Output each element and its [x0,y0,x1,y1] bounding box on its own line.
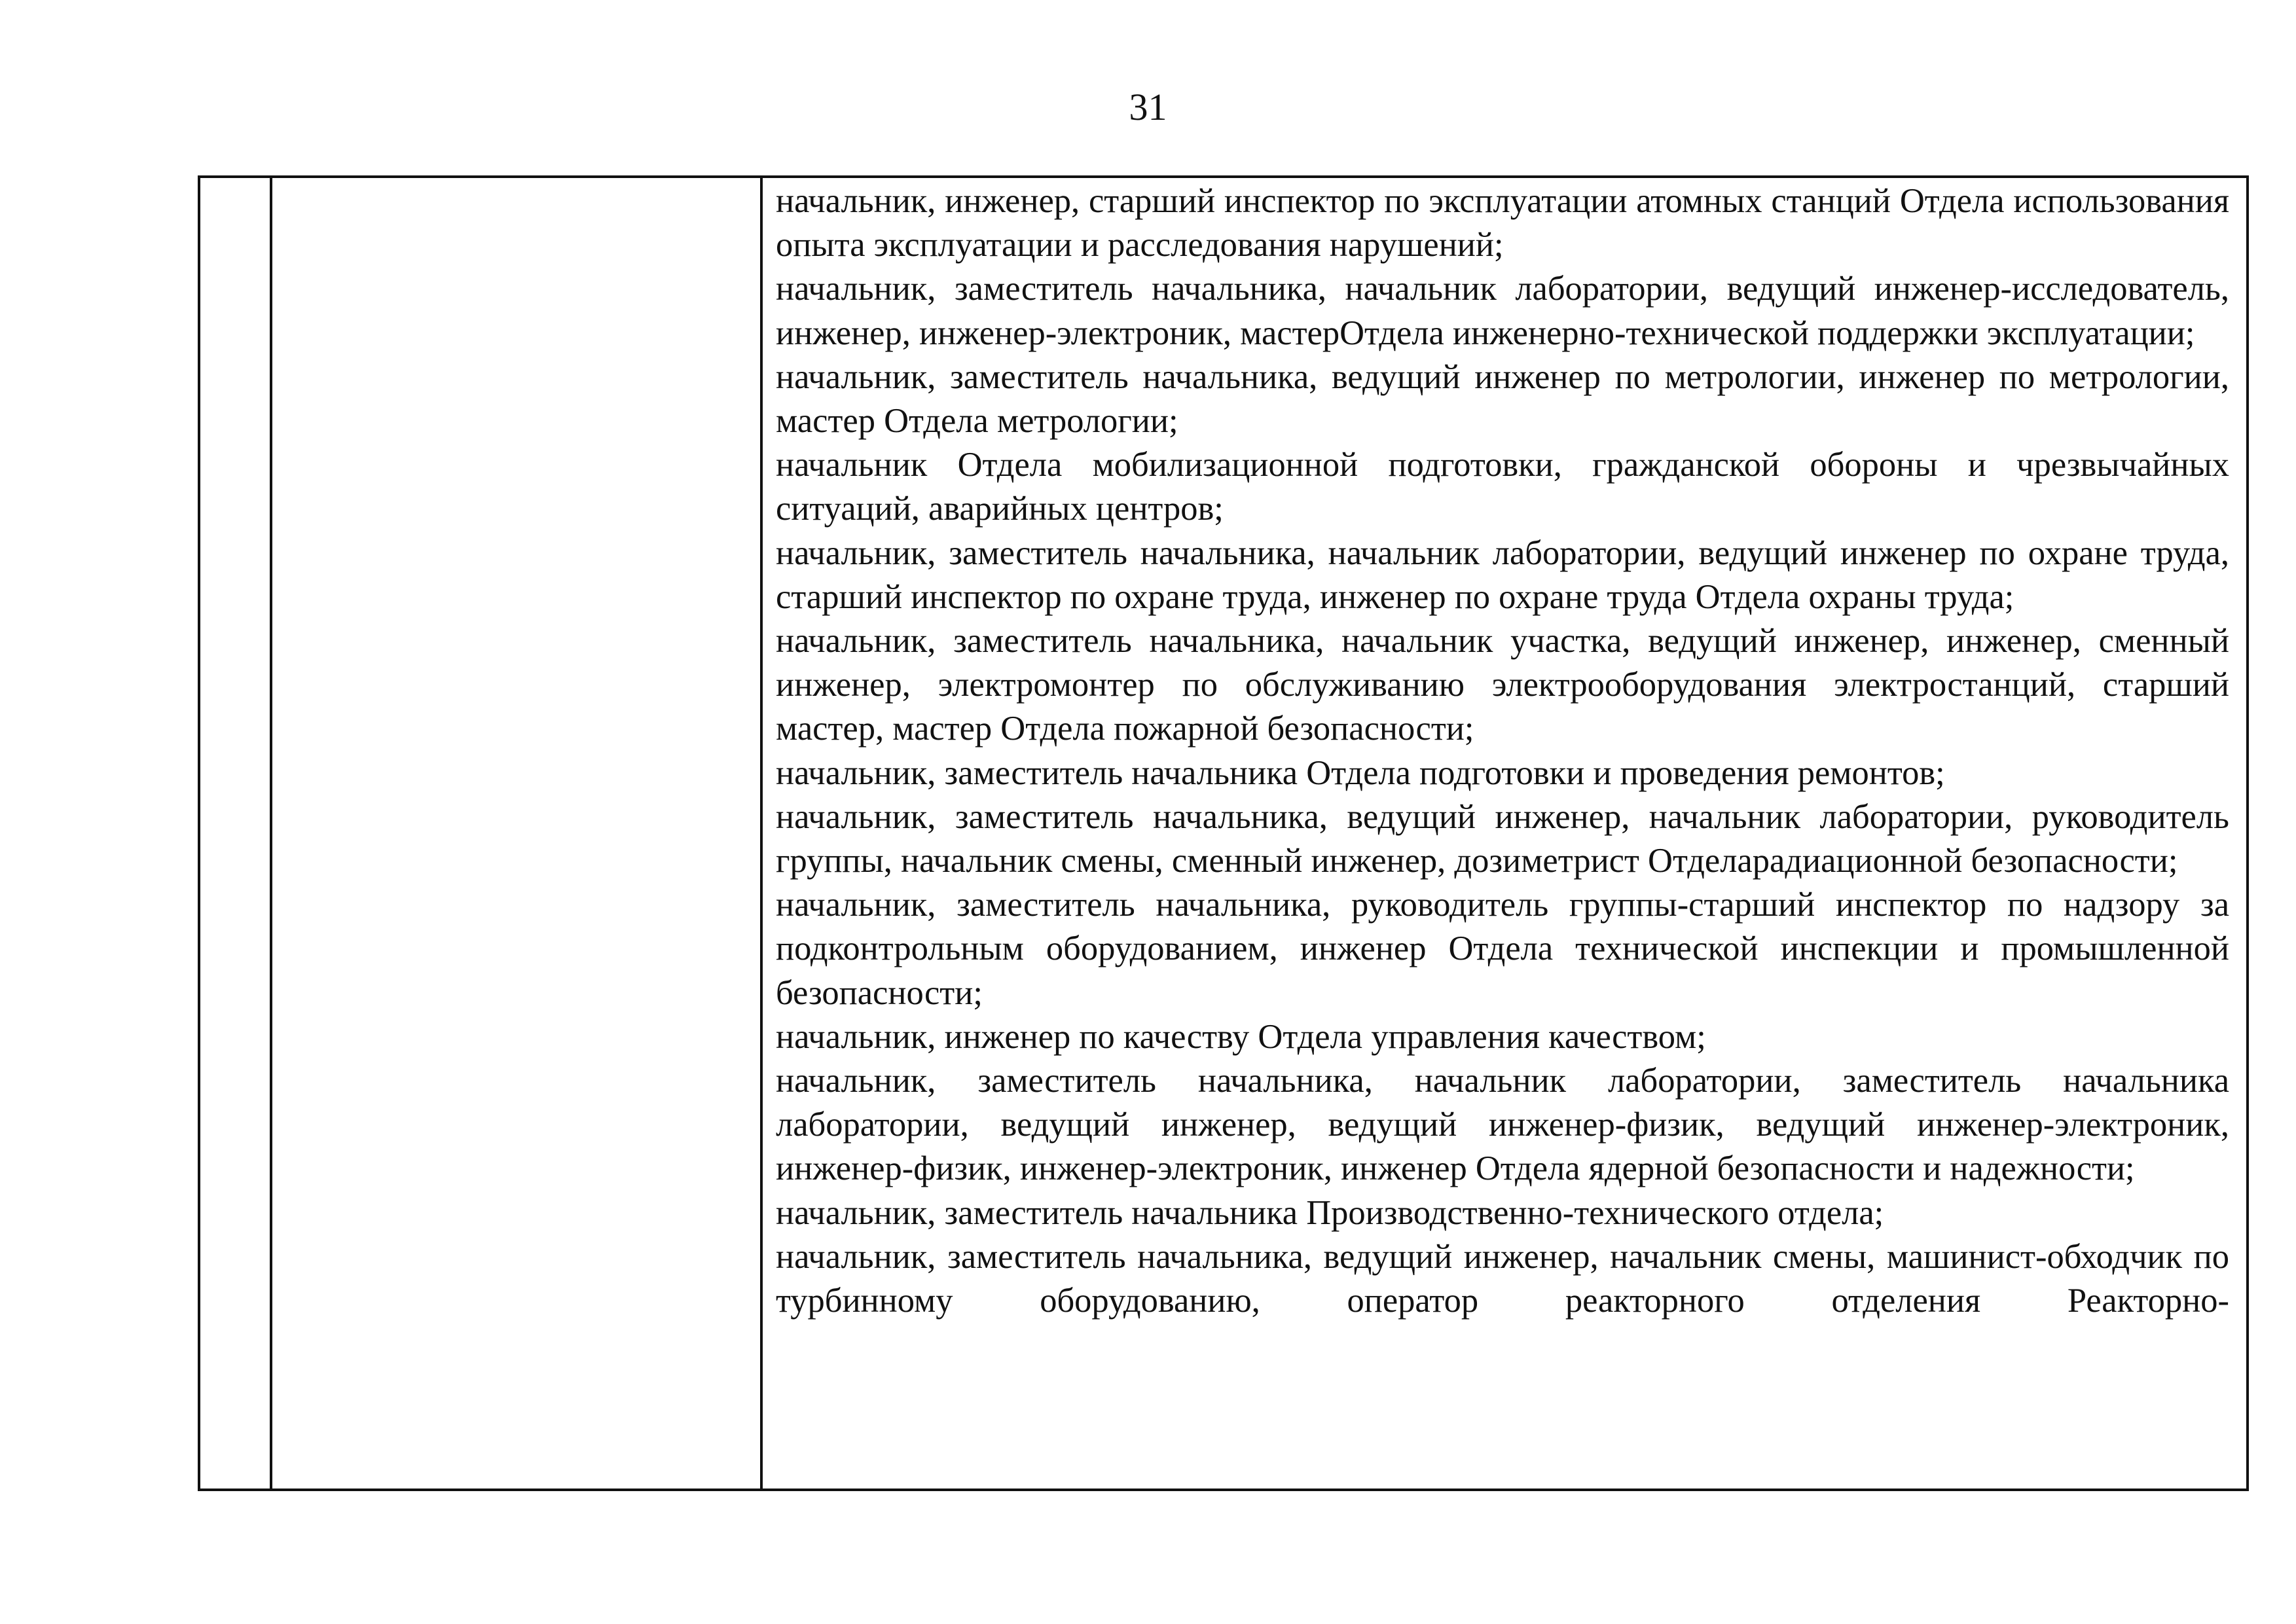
table-cell-name [271,177,761,1490]
position-paragraph: начальник, заместитель начальника, ведущий инженер, начальник лаборатории, руководитель группы, начальник смены, сменный инженер, дозиметрист Отделарадиационной безопасности; [776,797,2229,880]
page-number: 31 [1129,86,1167,128]
table-row [199,177,2248,1490]
position-paragraph: начальник, заместитель начальника, начальник участка, ведущий инженер, инженер, сменный инженер, электромонтер по обслуживанию электрооборудования электростанций, старший мастер, мастер Отдела пожарной безопасности; [776,622,2229,748]
table-cell-number [199,177,271,1490]
position-paragraph: начальник Отдела мобилизационной подготовки, гражданской обороны и чрезвычайных ситуаций, аварийных центров; [776,446,2229,528]
position-paragraph: начальник, инженер, старший инспектор по эксплуатации атомных станций Отдела использования опыта эксплуатации и расследования нарушений; [776,182,2229,264]
position-paragraph: начальник, заместитель начальника Производственно-технического отдела; [776,1193,1884,1232]
position-paragraph: начальник, заместитель начальника, ведущий инженер по метрологии, инженер по метрологии, мастер Отдела метрологии; [776,357,2229,441]
position-paragraph: начальник, заместитель начальника Отдела подготовки и проведения ремонтов; [776,753,1945,792]
position-paragraph: начальник, заместитель начальника, начальник лаборатории, ведущий инженер по охране труда, старший инспектор по охране труда, инженер по охране труда Отдела охраны труда; [776,533,2229,616]
position-paragraph: начальник, заместитель начальника, ведущий инженер, начальник смены, машинист-обходчик по турбинному оборудованию, оператор реакторного отделения Реакторно- [776,1237,2229,1320]
position-paragraph: начальник, заместитель начальника, начальник лаборатории, заместитель начальника лаборатории, ведущий инженер, ведущий инженер-физик, ведущий инженер-электроник, инженер-физик, инженер-электроник, инженер Отдела ядерной безопасности и надежности; [776,1062,2229,1188]
positions-list [763,178,2246,1323]
position-paragraph: начальник, заместитель начальника, руководитель группы-старший инспектор по надзору за подконтрольным оборудованием, инженер Отдела технической инспекции и промышленной безопасности; [776,886,2229,1012]
position-paragraph: начальник, инженер по качеству Отдела управления качеством; [776,1017,1706,1056]
position-paragraph: начальник, заместитель начальника, начальник лаборатории, ведущий инженер-исследователь, инженер, инженер-электроник, мастерОтдела инженерно-технической поддержки эксплуатации; [776,270,2229,352]
document-table [198,175,2249,1491]
table-cell-positions [761,177,2248,1490]
